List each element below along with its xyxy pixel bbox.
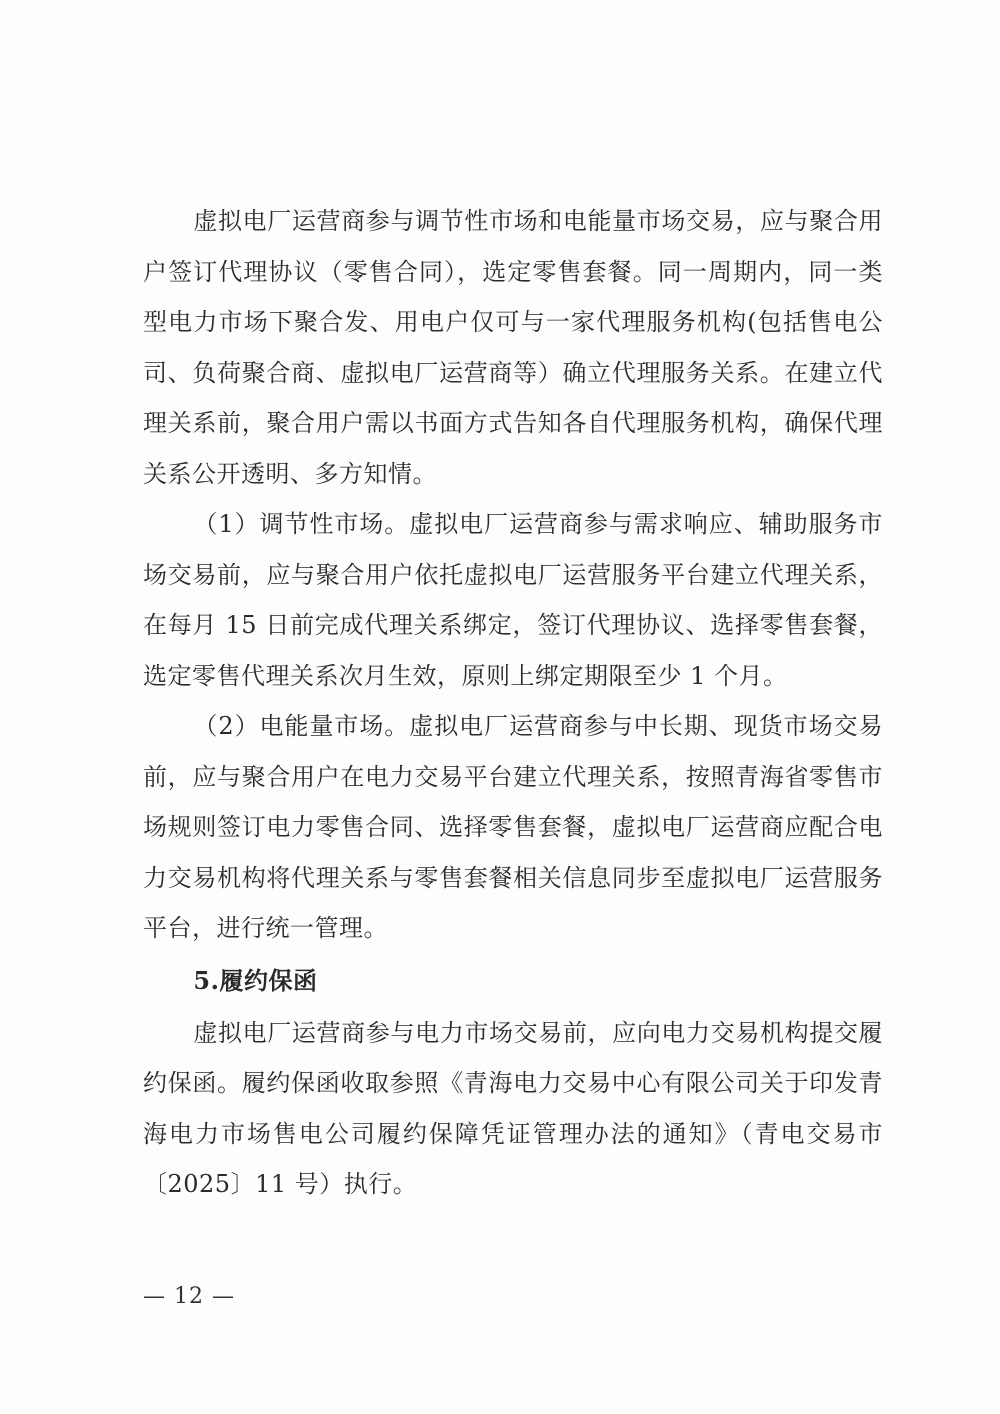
paragraph-agent-agreement: 虚拟电厂运营商参与调节性市场和电能量市场交易，应与聚合用户签订代理协议（零售合同），选定零售套餐。同一周期内，同一类型电力市场下聚合发、用电户仅可与一家代理服务机构(包括售电公司、负荷聚合商、虚拟电厂运营商等）确立代理服务关系。在建立代理关系前，聚合用户需以书面方式告知各自代理服务机构，确保代理关系公开透明、多方知情。 xyxy=(143,207,883,488)
document-body xyxy=(143,196,883,1210)
paragraph-regulating-market: （1）调节性市场。虚拟电厂运营商参与需求响应、辅助服务市场交易前，应与聚合用户依托虚拟电厂运营服务平台建立代理关系，在每月 15 日前完成代理关系绑定，签订代理协议、选择零售套餐，选定零售代理关系次月生效，原则上绑定期限至少 1 个月。 xyxy=(143,510,883,690)
paragraph-performance-guarantee: 虚拟电厂运营商参与电力市场交易前，应向电力交易机构提交履约保函。履约保函收取参照《青海电力交易中心有限公司关于印发青海电力市场售电公司履约保障凭证管理办法的通知》（青电交易市〔2025〕11 号）执行。 xyxy=(143,1018,883,1198)
paragraph-energy-market: （2）电能量市场。虚拟电厂运营商参与中长期、现货市场交易前，应与聚合用户在电力交易平台建立代理关系，按照青海省零售市场规则签订电力零售合同、选择零售套餐，虚拟电厂运营商应配合电力交易机构将代理关系与零售套餐相关信息同步至虚拟电厂运营服务平台，进行统一管理。 xyxy=(143,712,883,942)
section-heading: 5.履约保函 xyxy=(193,965,318,995)
page-number: — 12 — xyxy=(143,1284,235,1309)
